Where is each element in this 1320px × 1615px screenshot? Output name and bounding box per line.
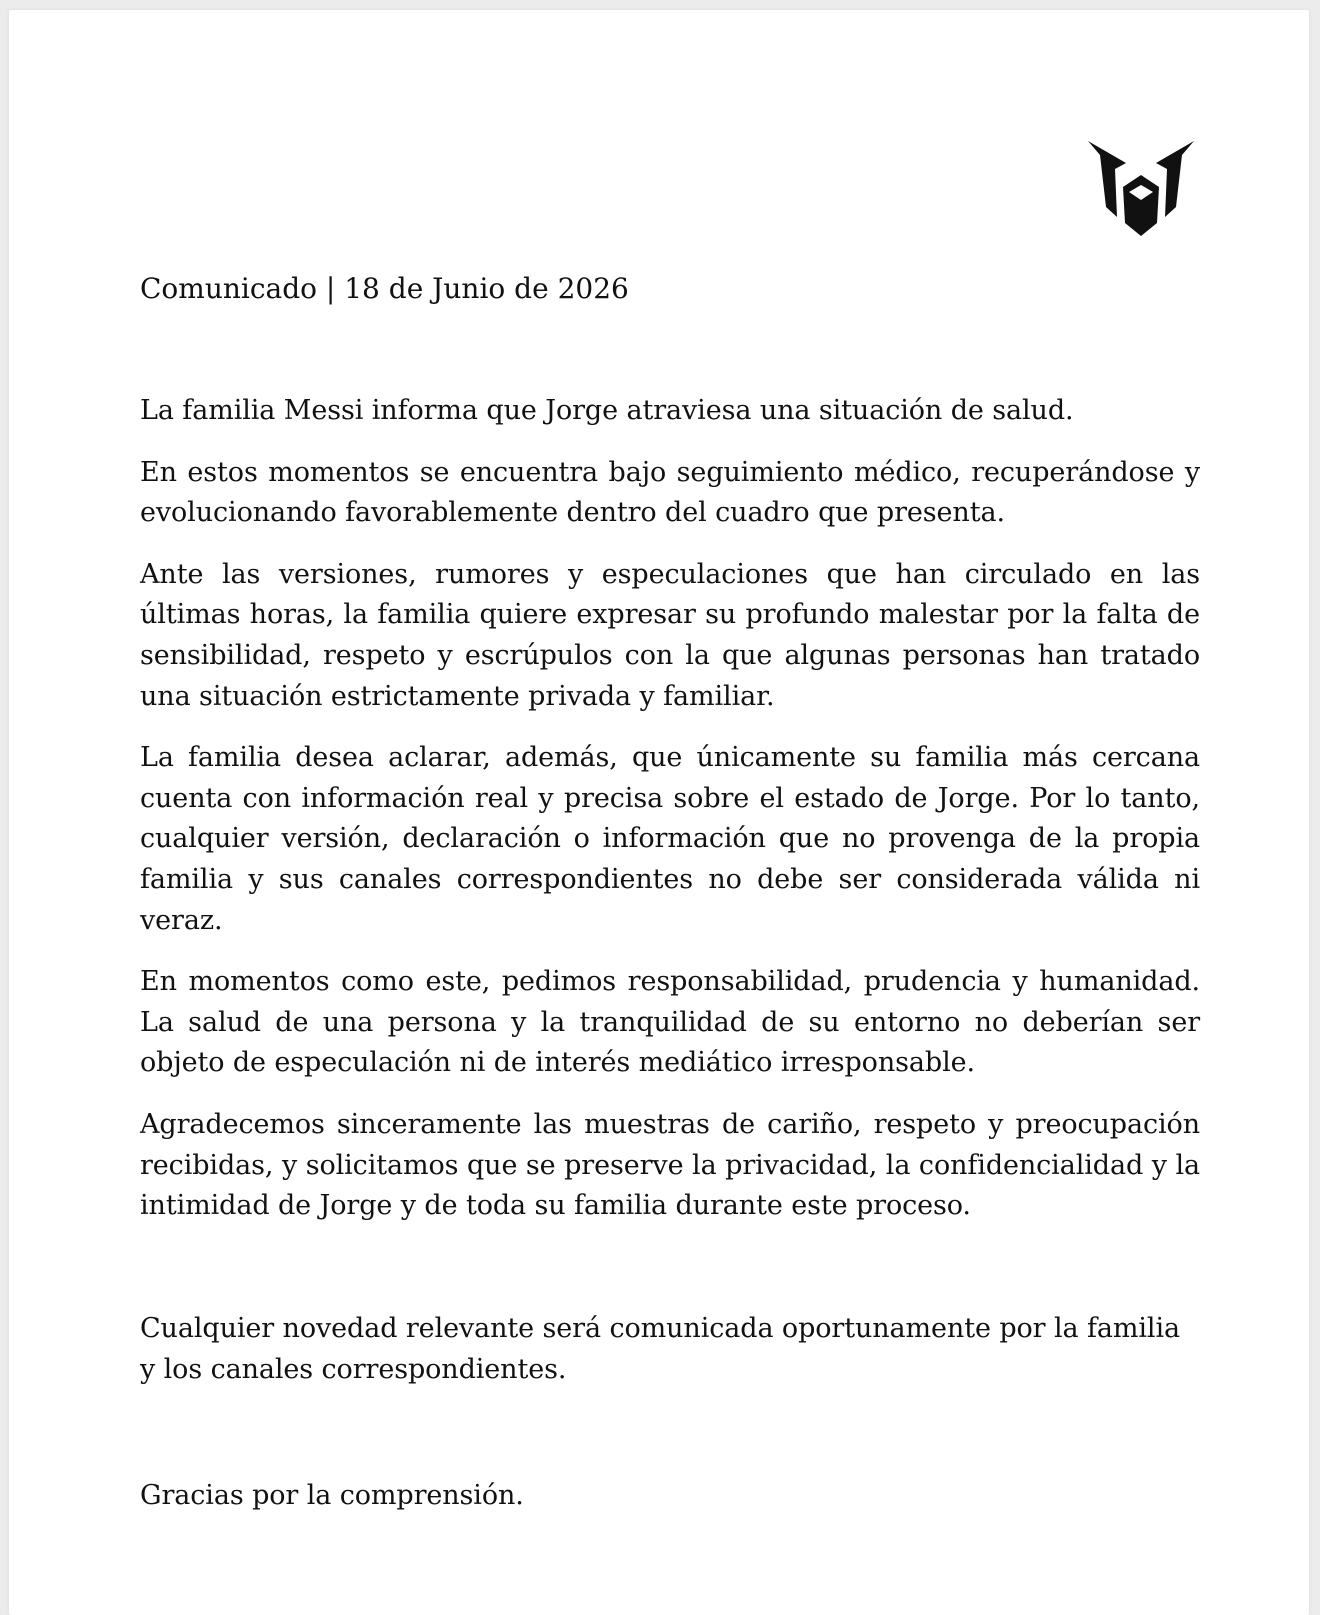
messi-logo-icon — [1086, 137, 1196, 247]
paragraph-request-responsibility: En momentos como este, pedimos responsabilidad, prudencia y humanidad. La salud de una persona y la tranquilidad de su entorno no deberían ser objeto de especulación ni de interés mediático irresponsable. — [140, 966, 1200, 1079]
closing-notice: Cualquier novedad relevante será comunicada oportunamente por la familia y los canales correspondientes. — [140, 1313, 1180, 1385]
paragraph-rumors: Ante las versiones, rumores y especulaciones que han circulado en las últimas horas, la familia quiere expresar su profundo malestar por la falta de sensibilidad, respeto y escrúpulos con la que algunas personas han tratado una situación estrictamente privada y familiar. — [140, 558, 1200, 712]
statement-sheet — [9, 10, 1309, 1615]
paragraph-clarification: La familia desea aclarar, además, que únicamente su familia más cercana cuenta con información real y precisa sobre el estado de Jorge. Por lo tanto, cualquier versión, declaración o información que no provenga de la propia familia y sus canales correspondientes no debe ser considerada válida ni veraz. — [140, 742, 1200, 936]
paragraph-health-situation: La familia Messi informa que Jorge atraviesa una situación de salud. — [140, 395, 1074, 426]
statement-heading: Comunicado | 18 de Junio de 2026 — [140, 272, 629, 305]
statement-body — [140, 391, 1200, 1248]
paragraph-medical-follow-up: En estos momentos se encuentra bajo seguimiento médico, recuperándose y evolucionando favorablemente dentro del cuadro que presenta. — [140, 456, 1200, 529]
paragraph-gratitude: Agradecemos sinceramente las muestras de cariño, respeto y preocupación recibidas, y solicitamos que se preserve la privacidad, la confidencialidad y la intimidad de Jorge y de toda su familia durante este proceso. — [140, 1108, 1200, 1222]
sign-off: Gracias por la comprensión. — [140, 1480, 524, 1511]
